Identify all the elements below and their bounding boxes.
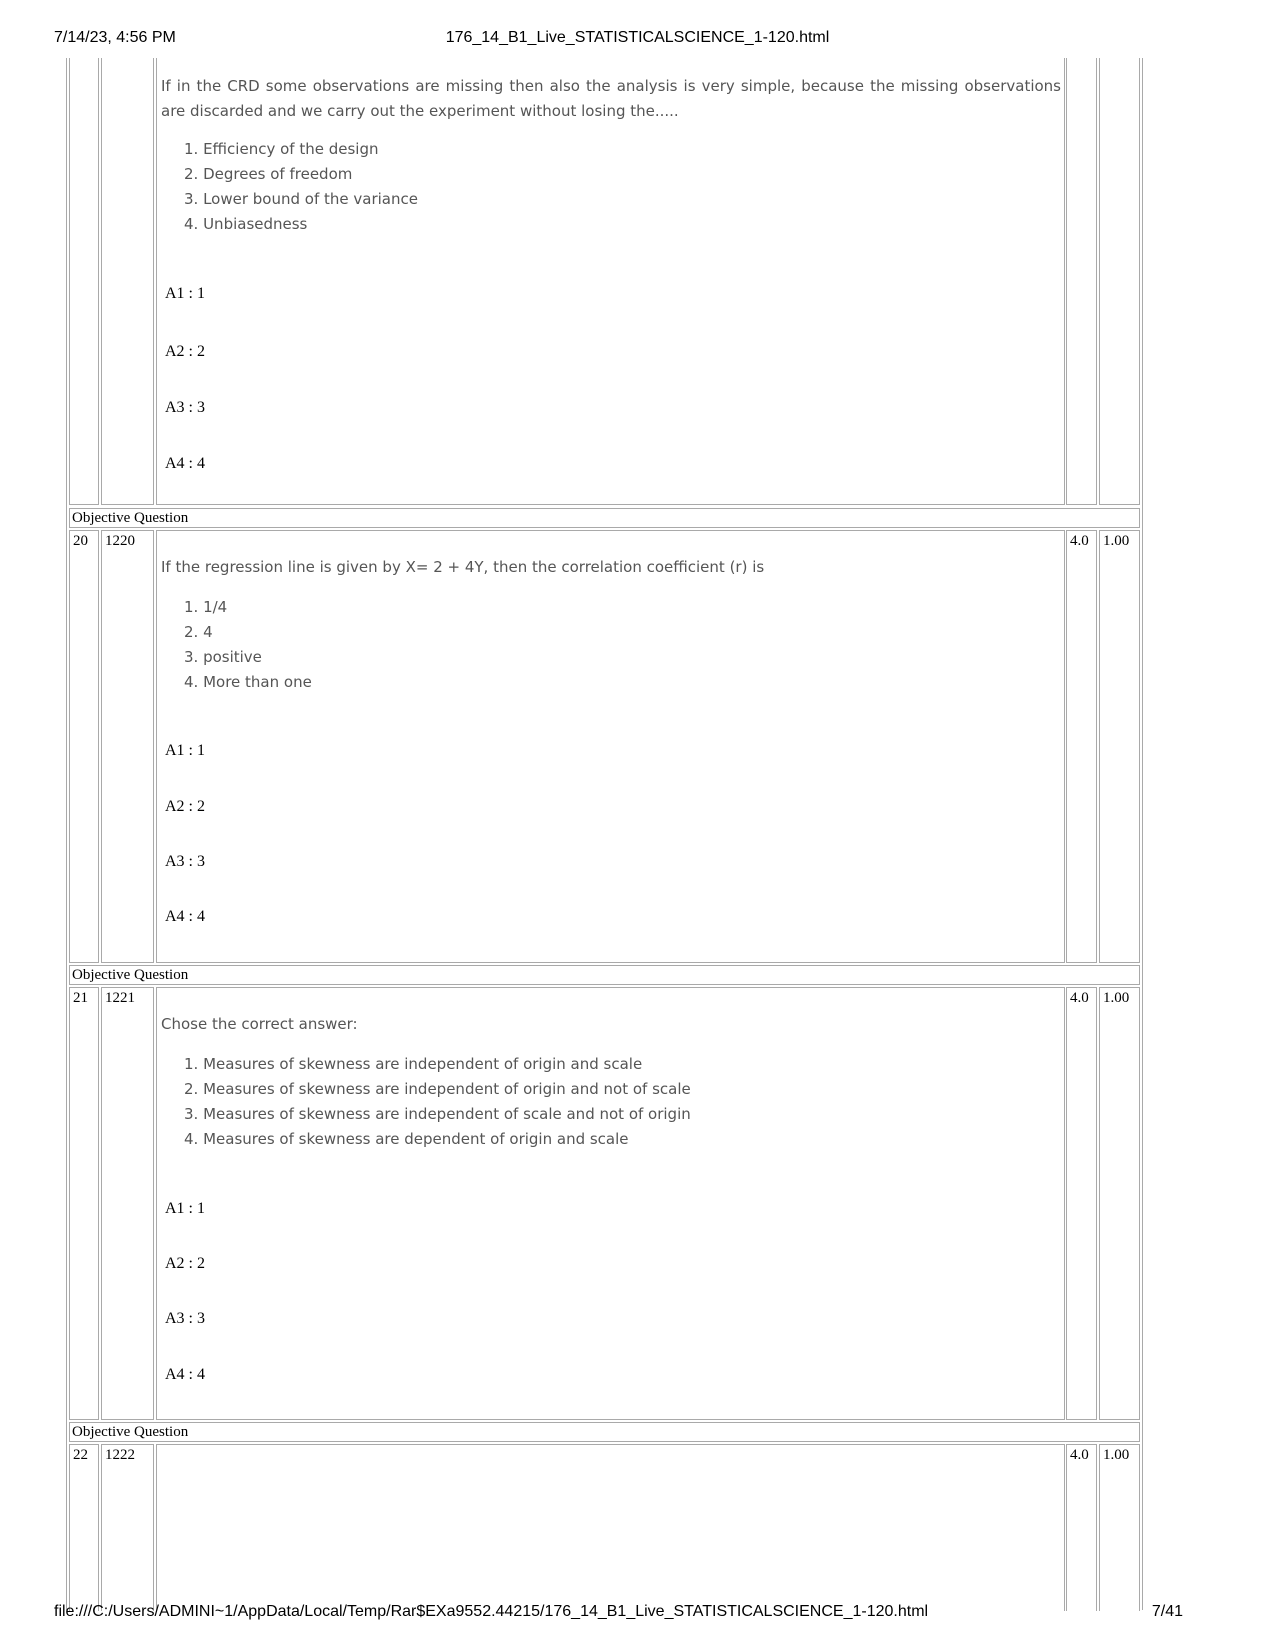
option-item: 1. 1/4 (184, 598, 228, 616)
option-item: 4. More than one (184, 673, 312, 691)
question-type-label: Objective Question (69, 1422, 1140, 1442)
answer-item: A4 : 4 (165, 455, 205, 472)
option-list (184, 595, 312, 695)
marks-cell: 4.0 (1066, 530, 1097, 963)
answer-list (165, 741, 205, 965)
question-content-cell (156, 1444, 1065, 1614)
option-list (184, 1052, 691, 1152)
marks-cell: 4.0 (1066, 987, 1097, 1420)
option-item: 1. Efficiency of the design (184, 140, 379, 158)
question-id-cell (101, 58, 154, 505)
answer-item: A3 : 3 (165, 399, 205, 416)
answer-item: A3 : 3 (165, 1310, 205, 1327)
option-item: 3. Measures of skewness are independent of scale and not of origin (184, 1105, 691, 1123)
answer-item: A2 : 2 (165, 798, 205, 815)
option-item: 4. Unbiasedness (184, 215, 308, 233)
answer-item: A2 : 2 (165, 343, 205, 360)
print-datetime: 7/14/23, 4:56 PM (54, 29, 176, 46)
answer-item: A1 : 1 (165, 742, 205, 759)
question-id-cell: 1220 (101, 530, 154, 963)
option-item: 3. positive (184, 648, 262, 666)
question-id-cell: 1221 (101, 987, 154, 1420)
answer-item: A1 : 1 (165, 1200, 205, 1217)
print-title: 176_14_B1_Live_STATISTICALSCIENCE_1-120.html (445, 29, 830, 46)
marks-cell (1066, 58, 1097, 505)
option-item: 3. Lower bound of the variance (184, 190, 418, 208)
marks-cell: 4.0 (1066, 1444, 1097, 1614)
answer-item: A4 : 4 (165, 908, 205, 925)
option-item: 1. Measures of skewness are independent of origin and scale (184, 1055, 643, 1073)
serial-cell: 21 (69, 987, 99, 1420)
print-header (0, 29, 1275, 51)
answer-item: A2 : 2 (165, 1255, 205, 1272)
negative-marks-cell: 1.00 (1099, 530, 1140, 963)
option-item: 4. Measures of skewness are dependent of origin and scale (184, 1130, 629, 1148)
negative-marks-cell: 1.00 (1099, 1444, 1140, 1614)
question-id-cell: 1222 (101, 1444, 154, 1614)
question-type-label: Objective Question (69, 965, 1140, 985)
answer-item: A4 : 4 (165, 1366, 205, 1383)
serial-cell (69, 58, 99, 505)
answer-list (165, 1199, 205, 1423)
option-item: 2. Degrees of freedom (184, 165, 353, 183)
serial-cell: 20 (69, 530, 99, 963)
option-item: 2. Measures of skewness are independent of origin and not of scale (184, 1080, 691, 1098)
serial-cell: 22 (69, 1444, 99, 1614)
page-number: 7/41 (1151, 1603, 1183, 1620)
print-url: file:///C:/Users/ADMINI~1/AppData/Local/Temp/Rar$EXa9552.44215/176_14_B1_Live_STATISTICALSCIENCE_1-120.html (54, 1603, 929, 1620)
print-footer (0, 1603, 1275, 1625)
question-text: If in the CRD some observations are missing then also the analysis is very simple, because the missing observations are discarded and we carry out the experiment without losing the..... (161, 77, 1061, 120)
question-content-cell (156, 530, 1065, 963)
question-content-cell (156, 987, 1065, 1420)
answer-item: A3 : 3 (165, 853, 205, 870)
question-text: If the regression line is given by X= 2 + 4Y, then the correlation coefficient (r) is (161, 558, 765, 576)
question-content-cell (156, 58, 1065, 505)
negative-marks-cell (1099, 58, 1140, 505)
option-item: 2. 4 (184, 623, 213, 641)
question-text: Chose the correct answer: (161, 1015, 358, 1033)
negative-marks-cell: 1.00 (1099, 987, 1140, 1420)
option-list (184, 137, 418, 237)
answer-item: A1 : 1 (165, 285, 205, 302)
question-type-label: Objective Question (69, 508, 1140, 528)
answer-list (165, 284, 205, 512)
